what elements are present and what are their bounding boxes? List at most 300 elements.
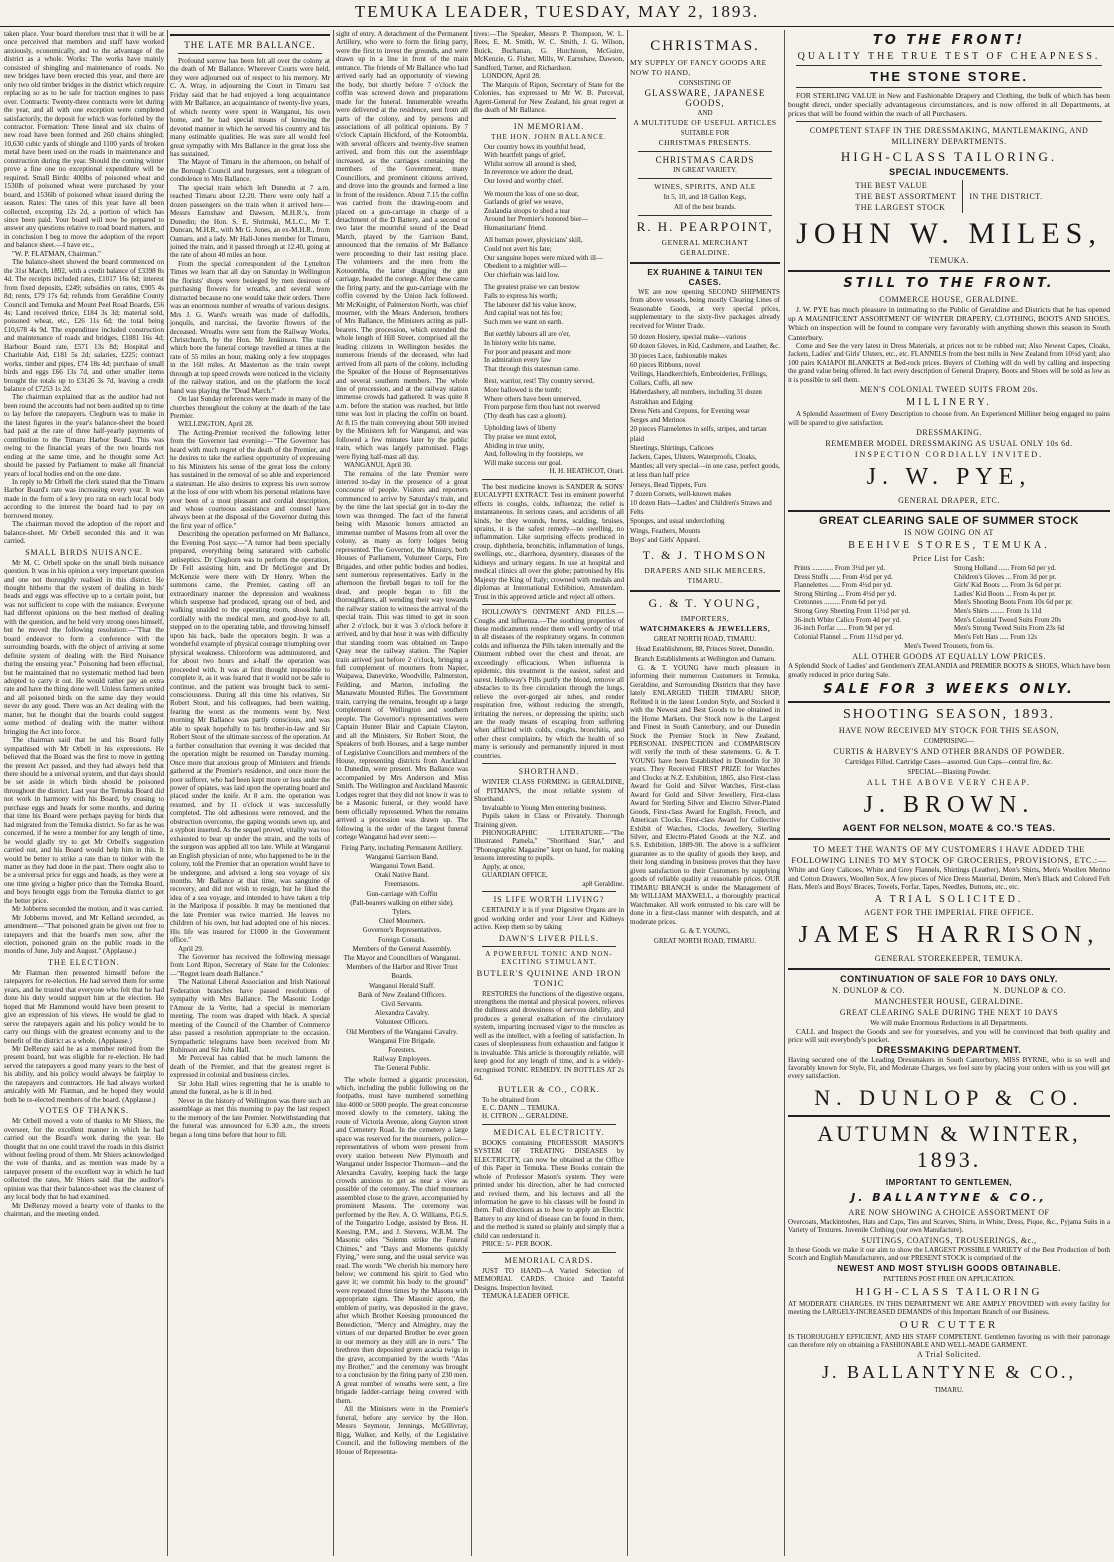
advert-line: COMPRISING— — [923, 737, 975, 746]
poem-line: The greatest praise we can bestow — [484, 283, 580, 292]
divider — [178, 53, 322, 54]
advert-line: CONSISTING OF — [678, 79, 732, 87]
advert-banner: STILL TO THE FRONT. — [843, 276, 1055, 291]
product-name: DAWN'S LIVER PILLS. — [498, 933, 600, 943]
article-paragraph: The chairman moved the adoption of the report and balance-sheet. Mr Orbell seconded this and it was carried. — [4, 520, 164, 546]
merchant-name: T. & J. THOMSON — [642, 547, 768, 562]
advert-line: TIMARU. — [934, 1386, 964, 1395]
article-paragraph: The Governor has received the following message from Lord Ripon, Secretary of State for the Colonies:—"Regret learn death Ballance." — [170, 953, 330, 978]
list-item: THE BEST VALUE — [855, 181, 928, 190]
article-paragraph: Mr DeRenzy said he as a member retired from the present board, but was eligible for re-election. He had served the ratepayers a good many years to the best of his ability, and his policy would always be fairplay to the ratepayers and contractors. He had always worked amicably with Mr Flatman, and he hoped they would both be re-elected members of the board. (Applause.) — [4, 1045, 164, 1104]
list-item: Wanganui Fire Brigade. — [368, 1036, 436, 1045]
advert-paragraph: JUST TO HAND—A Varied Selection of MEMORIAL CARDS. Choice and Tasteful Designs. Inspection Invited. — [474, 1266, 624, 1292]
poem-line: The labourer did his value know, — [484, 300, 577, 309]
article-paragraph: The National Liberal Association and Irish National Federation branches have passed resolutions of sympathy with Mrs Ballance. The Masonic Lodge l'Amour de la Verite, had a special in memoriam meeting. The room was draped with black. A special meeting of the Council of the Chamber of Commerce also passed a resolution appropriate to the occasion. Sympathetic telegrams have been received from Mr Robinson and Sir John Hall. — [170, 978, 330, 1055]
list-item: Wanganui Town Band. — [370, 861, 434, 870]
advert-line: Branch Establishments at Wellington and Oamaru. — [634, 654, 776, 663]
best-block — [788, 180, 1110, 213]
price-item: Strong Shirting ... From 4½d per yd. — [794, 589, 897, 598]
list-item: (Pall-bearers walking on either side). — [350, 898, 454, 907]
merchant-name: N. DUNLOP & CO. — [832, 985, 905, 995]
advert-paragraph: Having secured one of the Leading Dressmakers in South Canterbury, MISS BYRNE, who is so well and favorably known for Style, Fit, and Moderate Charges, we feel sure by placing your orders with us you will get every satisfaction. — [788, 1055, 1110, 1081]
poem-line: But earthly labours all are o'er, — [484, 330, 571, 339]
divider — [482, 479, 616, 480]
advert-heading: Price List for Cash: — [912, 553, 986, 563]
divider — [638, 215, 772, 216]
procession-order — [336, 844, 468, 1074]
divider — [482, 891, 616, 892]
dateline: April 29. — [178, 944, 204, 953]
list-item: 60 dozen Gloves, in Kid, Cashmere, and Leather, &c. — [630, 342, 780, 351]
store-name: THE STONE STORE. — [870, 69, 1028, 84]
divider — [788, 838, 1110, 840]
list-item: THE LARGEST STOCK — [855, 203, 946, 212]
advert-line: IN THE DISTRICT. — [969, 192, 1043, 201]
advert-line: Invaluable to Young Men entering business. — [482, 803, 607, 812]
article-paragraph: The whole formed a gigantic procession, which, including the public following on the footpaths, must have numbered something like 4000 or 5000 people. The great concourse moved slowly to the cemetery, taking the route of Victoria Avenue, along Guyton street and Cemetery Road. In the cemetery a large space was reserved for the mourners, police—representatives of whom were present from every station between New Plymouth and Wanganui under Inspector Thomson—and the Alexandra Cavalry, keeping back the large crowds anxious to get as near a view as possible of the ceremony. The chief mourners assembled close to the grave, accompanied by prominent Masons. The ceremony was performed by the Rev. A. O. Williams, P.G.S. of the Tongariro Lodge, assisted by Bros. H. Keesing, P.M., and J. Stevens, W.R.M. The Masonic odes "Solemn strike the Funeral Chimes," and "Days and Moments quickly Flying," were sung, and the usual service was read. The words "We cherish his memory here below; we commend his spirit to God who gave it; we commit his body to the ground" were repeated three times by the Masons with appropriate signs. The Masonic apron, the emblem of purity, was deposited in the grave, after which Brother Keesing pronounced the Benediction, "Mercy and Almighty, may the virtues of our departed Brother be ever green in our memory as they still are in ours." The brethren then deposited green acacia twigs in the grave, accompanied by the words "Alas my Brother," and the ceremony was brought to a conclusion by the firing party of 230 men. A great number of wreaths were sent, a fire brigade ladder-carriage being covered with them. — [336, 1075, 468, 1405]
advert-line: DRAPERS AND SILK MERCERS, — [644, 565, 766, 575]
article-paragraph: Profound sorrow has been felt all over the colony at the death of Mr Ballance. Wherever Courts were held, they were adjourned out of respect to his memory. Mr C. A. Wray, in adjourning the Court in Timaru last Friday said that he had enjoyed a long acquaintance with Mr Ballance, an acquaintance of twenty-five years, of which twenty were spent in Wanganui, his own home, and he had special means of knowing the devoted manner in which he served his country and his many estimable qualities. He was sure all would feel great sympathy with Mrs Ballance in the great loss she has sustained. — [170, 57, 330, 158]
list-item: Sheetings, Shirtings, Calicoes — [630, 443, 714, 452]
column-rule — [627, 30, 628, 1556]
advert-paragraph: BOOKS containing PROFESSOR MASON'S SYSTEM OF TREATING DISEASES by ELECTRICITY, can now be obtained at the Office of this Paper in Temuka. These Books contain the whole of Professor Mason's system. They were printed under his direction, after he had corrected and revised them, and his lectures and all the information he gave to his classes will be found in them. Full directions as to how to apply an Electric Battery to any kind of disease can be found in them, and the method is stated so plainly and simply that a child can understand it. — [474, 1138, 624, 1240]
advert-line: In 5, 10, and 18 Gallon Kegs, — [663, 193, 747, 201]
list-item: Members of the Harbor and River Trust Boards. — [346, 963, 458, 981]
memoriam-poem — [474, 143, 624, 468]
divider — [796, 65, 1102, 66]
column-rule — [784, 30, 785, 1556]
poem-line: We mourn the loss of one so dear, — [484, 189, 579, 198]
advert-line: Men's Tweed Trousers, from 6s. — [904, 642, 994, 651]
advert-heading: SHOOTING SEASON, 1893. — [842, 707, 1055, 723]
price-item: Men's Felt Hats ..... From 12s — [954, 632, 1037, 641]
price-item: Strong Grey Sheeting From 11½d per yd. — [794, 606, 911, 615]
advert-line: ALL OTHER GOODS AT EQUALLY LOW PRICES. — [852, 652, 1046, 662]
advert-line: WATCHMAKERS & JEWELLERS, — [639, 623, 771, 633]
advert-banner: SALE FOR 3 WEEKS ONLY. — [823, 682, 1075, 698]
advert-line: AND — [697, 109, 713, 117]
advert-line: CURTIS & HARVEY'S AND OTHER BRANDS OF POWDER. — [833, 747, 1065, 757]
advert-line: GLASSWARE, JAPANESE GOODS, — [644, 88, 766, 108]
divider — [796, 121, 1102, 122]
advert-paragraph: CERTAINLY it is if your Digestive Organs are in good working order and your Liver and Kidneys active. Keep them so by taking — [474, 906, 624, 932]
article-paragraph: taken place. Your board therefore trust that it will be at once perceived that members and staff have worked anxiously, economically, and to the advantage of the district as a whole. Works: The works have mainly consisted of shingling and maintenance of roads. No new bridges have been erected this year, and there are only two old timber bridges in the district which require replacing so as to be safe for traction engines to pass over. Contracts: Twenty-three contracts were let during the year, and all with one exception were completed satisfactorily, the deposit for which was forfeited by the contractor. Formation: Three lineal and six chains of new road have been formed and 260 chains shingled; 10,630 cubic yards of shingle and 1100 yards of broken metal have been used on the roads in maintenance and construction during the year. Should the coming winter prove a fine one no exceptional expenditure will be required. Small Birds: 400lbs of poisoned wheat and 1530lb of poisoned wheat were purchased by your board, and 1536lb of poisoned wheat issued during the season. Rates: The rates of this year have all been collected, excepting 12s 2d, a portion of which has since been paid. Your board will now be prepared to answer any questions relative to road board matters, and in conclusion I beg to move the adoption of the report and balance sheet.—I have etc., — [4, 30, 164, 250]
article-paragraph: Describing the operation performed on Mr Ballance, the Evening Post says:—"A tumor had been specially prepared, everything being saturated with carbolic antiseptics. Dr Cleghorn was to perform the operation, Dr Fell assisting him, and Dr McGregor and Dr McKenzie were there with Dr Henry. When the summons came, the Premier, casting off an extraordinary manner the depression and weakness which suspense had produced, sprang out of bed, and walking unaided to the operating room, shook hands cordially with the medical men, and good-bye to all, stepped on to the operating table, and throwing himself upon his back, bade the operators begin. It was a wonderful example of physical courage triumphing over physical weakness. Chloroform was administered, and for about two hours and a-half the operation was proceeded with. It was at first thought impossible to complete it, as it was feared that it would not be safe to continue, and the patient was brought back to semi-consciousness. During all this time his relatives, Sir Robert Stout, and his colleagues, had been waiting, fearing the worst as the moments went by. Next morning Mr Ballance was partly conscious, and was able to speak hopefully to his brother-in-law and Sir Robert Stout of the ultimate success of the operation. At a further consultation that evening it was decided that the operation might be resumed on Tuesday morning. Once more that anxious group of Ministers and friends gathered at the Premier's residence, and once more the poor sufferer, who had been kept more or less under the power of opiates, was laid upon the operating board and placed under the knife. At 8 a.m. the operation was resumed, and by 11 o'clock it was successfully completed. The old adhesions were removed, and the obstruction overcome, the gaping wounds sewn up, and a syphon inserted. As the sequel proved, vitality was too exhausted to bear up under the strain, and the toils of the surgeon was applied all too late. While at Wanganui an English physician of note, who happened to be in the colony, told the Premier that an operation would have to be undergone, and advised a long sea voyage of six months. Mr Ballance at that time, was sanguine of recovery, and did not wish to resign, but he liked the idea of a sea voyage, and intended to have taken a trip in the Mariposa if possible. It may be mentioned that the late Premier was twice married. He leaves no children of his own, but had adopted one of his nieces. His life was insured for £1000 in the Government office." — [170, 530, 330, 945]
divider — [638, 151, 772, 152]
section-heading: MEMORIAL CARDS. — [504, 1255, 594, 1265]
merchant-name: G. & T. YOUNG, — [648, 595, 762, 610]
advert-banner: TO THE FRONT! — [872, 33, 1026, 48]
advert-line: NEWEST AND MOST STYLISH GOODS OBTAINABLE. — [837, 1263, 1061, 1273]
advert-line: MEN'S COLONIAL TWEED SUITS FROM 20s. — [859, 385, 1039, 395]
advert-line: CHRISTMAS PRESENTS. — [658, 138, 752, 147]
advert-line: A TRIAL SOLICITED. — [874, 893, 1024, 905]
advert-line: ARE NOW SHOWING A CHOICE ASSORTMENT OF — [848, 1207, 1050, 1217]
advert-line: A MULTITUDE OF USEFUL ARTICLES — [633, 118, 777, 127]
advert-line: PATTERNS POST FREE ON APPLICATION. — [883, 1274, 1015, 1283]
column-adverts — [630, 30, 780, 1558]
merchant-name: R. H. PEARPOINT, — [636, 219, 774, 234]
column-drapers-adverts — [788, 30, 1110, 1558]
merchant-name: JOHN W. MILES, — [796, 217, 1102, 250]
advert-paragraph: The best medicine known is SANDER & SONS' EUCALYPTI EXTRACT. Test its eminent powerful effects in coughs, colds, influenza; the relief is instantaneous. In serious cases, and accidents of all kinds, be they wounds, burns, scalding, bruises, sprains, it is the safest remedy—no swelling, no inflammation. Like surprising effects produced in croup, diphtheria, bronchitis, inflammation of lungs, swellings, etc., diarrhoea, dysentery, diseases of the kidneys and urinary organs. In use at hospital and medical clinics all over the globe; patronised by His Majesty the King of Italy; crowned with medals and diplomas at International Exhibition, Amsterdam. Trust in this approved article and reject all others. — [474, 482, 624, 601]
list-item: Freemasons. — [384, 880, 420, 889]
article-paragraph: Mr DeRenzy moved a hearty vote of thanks to the chairman, and the meeting ended. — [4, 1201, 164, 1219]
poem-line: Thy praise we must extol, — [484, 432, 557, 441]
price-list-left — [794, 564, 944, 641]
list-item: Volunteer Officers. — [375, 1018, 429, 1027]
merchant-name: J. BROWN. — [863, 792, 1035, 819]
ballantyne-advert — [788, 1121, 1110, 1396]
article-paragraph: Mr Jobberns seconded the motion, and it was carried. — [12, 905, 164, 914]
advert-heading: GREAT CLEARING SALE OF SUMMER STOCK — [819, 514, 1079, 527]
list-item: 20 pieces Flannelettes in selfs, stripes, and tartan plaid — [630, 425, 767, 443]
column-memoriam-and-ads — [474, 30, 624, 1558]
article-paragraph: tives:—The Speaker, Messrs P. Thompson, W. L. Rees, E. M. Smith, W. C. Smith, J. G. Wilson, Buick, Buchanan, G. Hutchison, McGuire, McKenzie, G. Fisher, Mills, W. Earnshaw, Dawson, Sandford, Turner, and Richardson. — [474, 30, 624, 72]
dateline: WANGANUI, April 30. — [344, 461, 412, 470]
best-list — [855, 180, 963, 213]
section-heading: THE ELECTION. — [48, 957, 120, 967]
poem-line: Rest, warrior, rest! Thy country served, — [484, 377, 595, 386]
advert-paragraph: White and Grey Calicoes, White and Grey Flannels, Shirtings (Leather), Men's Shirts, Men's Woollen Merino and Cotton Drawers, Woollen Sox, A few pieces of Nice Dress Material, Denim, Men's Black and Colored Felt Hats, Men's and Boys' Braces, Towels, Forfar, Tapes, Needles, Buttons, etc., etc. — [788, 866, 1110, 892]
article-paragraph: Sir John Hall wires regretting that he is unable to attend the funeral, as he is ill in bed. — [170, 1079, 330, 1097]
article-paragraph: In reply to Mr Orbell the clerk stated that the Timaru Harbor Board's rate was increasing every year. It was made in the form of a levy pro rata on each local body according to the interest the board had to pay on borrowed money. — [4, 478, 164, 520]
advert-line: We will make Enormous Reductions in all Departments. — [870, 1018, 1028, 1027]
divider — [482, 946, 616, 947]
section-heading: MEDICAL ELECTRICITY. — [493, 1127, 605, 1137]
price-item: Girls' Kid Boots .... From 3s 6d per pr. — [954, 581, 1062, 590]
article-paragraph: The Acting-Premier received the following letter from the Governor last evening:—"The Governor has heard with much regret of the death of the Premier, and he desires to take the earliest opportunity of expressing to his Ministers his sense of the great loss the colony has sustained in the removal of so able and experienced a statesman. He also desires to express his own sorrow at the loss of one with whom his personal relations have ever been of a most pleasant and cordial description, and whose courteous assistance and counsel have always been at the disposal of the Governor during this the first year of office." — [170, 428, 330, 530]
advert-line: SUITINGS, COATINGS, TROUSERINGS, &c., — [861, 1235, 1037, 1245]
poem-line: Our loved and worthy chief. — [484, 176, 564, 185]
list-item: Alexandra Cavalry. — [374, 1009, 430, 1018]
price-list — [788, 564, 1110, 641]
merchant-name: N. DUNLOP & CO. — [993, 985, 1066, 995]
article-paragraph: sight of entry. A detachment of the Permanent Artillery, who were to form the firing party, were the first to invest the grounds, and were drawn up in a line in front of the main entrance. The friends of Mr Ballance who had arrived early had an opportunity of viewing the body, but shortly before 7 o'clock the coffin was screwed down and preparations made for the funeral. Innumerable wreaths were delivered at the residence, sent from all parts of the colony, and by persons and associations of all political opinions. By 7 o'clock Captain Hickford, of the Kotoombla, with several officers and twenty-five seamen arrived, and from this out the assemblage increased, as the carriages containing the members of the Government, many Councillors, and prominent citizens arrived, and drove into the grounds and formed a line in front of the residence. About 7.15 the coffin was carried from the drawing-room and placed on a gun-carriage in charge of a detachment of the D Battery, and a second or two later the mournful sound of the Dead March, played by the Garrison Band, announced that the remains of Mr Ballance were proceeding to their last resting place. The volunteers and the men from the Kotoombla, the latter dragging the gun carriage, headed the cortege. After these came the firing party, and the gun-carriage with the coffin covered by the Union Jack followed. Mr McKnight, of Palmerston North, was chief mourner, with the Mears Anderson, brothers of Mrs Ballance, the Ministers acting as pall-bearers. The procession, which extended the whole length of Hill Street, comprised all the leading citizens in Wellington besides the numerous friends of the deceased, who had arrived from all parts of the colony, including the Speaker of the House of Representatives and several southern members. The whole line of procession, and at the railway station immense crowds had gathered. It was quite 8 a.m. before the station was reached, but little time was lost in placing the coffin on board. At 8.15 the train conveying about 500 invited by the Ministers left for Wanganui, and was followed a few minutes later by the public train, which was largely patronised. Flags were flying half-mast all day. — [336, 30, 468, 461]
advert-line: GENERAL DRAPER, ETC. — [898, 495, 1000, 505]
divider — [788, 510, 1110, 512]
divider — [170, 34, 330, 36]
product-name: BUTLER'S QUININE AND IRON TONIC — [476, 967, 622, 988]
list-item: Haberdashery, all numbers, including 31 dozen Astrakhan and Edging — [630, 388, 762, 406]
section-heading: A POWERFUL TONIC AND NON-EXCITING STIMULANT. — [485, 949, 613, 966]
list-item: Wanganui Garrison Band. — [365, 852, 439, 861]
advert-line: Pupils taken in Class or Privately. Thorough Training given. — [474, 812, 624, 829]
advert-paragraph: A Splendid Assortment of Every Description to choose from. An Experienced Milliner being engaged no pains will be spared to give satisfaction. — [788, 410, 1110, 427]
poem-line: For poor and peasant and more — [484, 347, 571, 356]
list-item: Otaki Native Band. — [374, 871, 430, 880]
poem-line: In admiration every law — [484, 356, 552, 365]
advert-heading: CHRISTMAS. — [650, 38, 760, 54]
advert-line: TEMUKA LEADER OFFICE. — [482, 1292, 570, 1301]
advert-line: GREAT NORTH ROAD, TIMARU. — [653, 634, 757, 643]
price-item: Cretonnes ......... From 6d per yd. — [794, 598, 887, 607]
poem-line: Where others have been unnerved, — [484, 394, 581, 403]
dunlop-advert — [788, 974, 1110, 1111]
poem-line: And, following in thy footsteps, we — [484, 450, 584, 459]
list-item: Chief Mourners. — [378, 917, 426, 926]
price-item: Children's Gloves ... From 3d per pr. — [954, 572, 1057, 581]
advert-line: A Trial Solicited. — [917, 1350, 981, 1360]
advert-line: REMEMBER MODEL DRESSMAKING AS USUAL ONLY 10s 6d. — [825, 438, 1073, 448]
article-paragraph: Mr Perceval has cabled that he much laments the death of the Premier, and that the greatest regret is expressed in colonial and business circles. — [170, 1054, 330, 1080]
section-heading: SMALL BIRDS NUISANCE. — [25, 547, 143, 557]
advert-paragraph: WE are now opening SECOND SHIPMENTS from above vessels, being mostly Clearing Lines of Seasonable Goods, at very special prices, supplementary to the sixty-five packages already received for Winter Trade. — [630, 288, 780, 330]
column-funeral — [336, 30, 468, 1558]
article-paragraph: On last Sunday references were made in many of the churches throughout the colony at the death of the late Premier. — [170, 395, 330, 421]
divider — [482, 1252, 616, 1253]
advert-paragraph: Come and See the very latest in Dress Materials, at prices not to be rubbed out; Also Newest Capes, Cloaks, Jackets, Ladies' and Girls' Ulsters, etc., etc. FLANNELS from the best mills in New Zealand from 10½d yard; also 100 pairs KAIAPOI BLANKETS at Bed-rock prices. Buyers of Clothing will do well by calling and inspecting the grand value being offered. In fact every description of General Drapery, Boots and Shoes will be sold as low as it is possible to sell them. — [788, 341, 1110, 384]
advert-heading: HIGH-CLASS TAILORING — [855, 1285, 1043, 1298]
poem-line: Humanitarians' friend. — [484, 223, 547, 232]
advert-line: AGENT FOR THE IMPERIAL FIRE OFFICE. — [864, 907, 1034, 917]
advert-line: ALL THE ABOVE VERY CHEAP. — [866, 778, 1031, 788]
divider — [788, 701, 1110, 703]
list-item: Sponges, and usual underclothing — [630, 517, 725, 526]
advert-heading: EX RUAHINE & TAINUI TEN CASES. — [647, 268, 763, 287]
list-item: Foreign Consuls. — [378, 935, 426, 944]
poem-signature: H. H. HEATHCOT, Orari. — [549, 467, 624, 476]
dunlop-names — [788, 985, 1110, 996]
advert-line: GREAT CLEARING SALE DURING THE NEXT 10 DAYS — [839, 1007, 1059, 1017]
advert-paragraph: A Splendid Stock of Ladies' and Gentlemen's ZEALANDIA and PREMIER BOOTS & SHOES, Which have been greatly reduced in price during Sale. — [788, 662, 1110, 679]
article-paragraph: Mr Jobberns moved, and Mr Kelland seconded, as amendment—"That poisoned grain be given out free to ratepayers and that the board's men sow, after the election, poisoned grain on the public roads in the months of June, July and August." (Applause.) — [4, 913, 164, 956]
advert-line: H. CITRON ... GERALDINE. — [482, 1112, 569, 1121]
pearpoint-advert — [630, 38, 780, 258]
price-item: 36-inch White Calico From 4d per yd. — [794, 615, 901, 624]
advert-heading: TO MEET THE WANTS OF MY CUSTOMERS I HAVE ADDED THE FOLLOWING LINES TO MY STOCK OF GROCERIES, PROVISIONS, ETC.:— — [791, 844, 1107, 866]
list-item: Civil Servants. — [381, 999, 423, 1008]
list-item: Boys' and Girls' Apparel. — [630, 535, 701, 544]
advert-line: HAVE NOW RECEIVED MY STOCK FOR THIS SEASON, — [838, 726, 1060, 736]
poem-line: Such men we want on earth. — [484, 317, 564, 326]
poem-line: (Thy death has cast a gloom). — [484, 411, 567, 420]
advert-paragraph: WINTER CLASS FORMING in GERALDINE, of PITMAN'S, the most reliable system of Shorthand. — [474, 778, 624, 804]
poem-line: More hallowed is the tomb; — [484, 385, 562, 394]
divider — [630, 262, 780, 264]
poem-line: Obedient to a mightier will— — [484, 262, 567, 271]
advert-paragraph: HOLLOWAY'S OINTMENT AND PILLS.—Coughs and influenza.—The soothing properties of these medicaments render them well worthy of trial in all diseases of the respiratory organs. In common colds and influenza the Pills taken internally and the Ointment rubbed over the chest and throat, are exceedingly efficacious. When influenza is epidemic, this treatment is the easiest, safest and surest. Holloway's Pills purify the blood, remove all obstacles to its free circulation through the lungs, relieve the over-gorged air tubes, and render respiration free, without reducing the strength, irritating the nerves, or depressing the spirits; such are the ready means of escaping from suffering when afflicted with colds, coughs, bronchitis, and other chest complaints, by which the health of so many is seriously and permanently injured in most countries. — [474, 608, 624, 760]
list-item: Firing Party, including Permanent Artillery. — [341, 843, 463, 852]
poem-line: Abiding in true unity, — [484, 441, 545, 450]
article-paragraph: The Marquis of Ripon, Secretary of State for the Colonies, has expressed to Mr W. B. Perceval, Agent-General for New Zealand, his great regret at the death of Mr Ballance. — [474, 80, 624, 115]
advert-line: GENERAL MERCHANT — [661, 238, 749, 247]
advert-heading: DRESSMAKING. — [916, 427, 982, 437]
section-subheading: THE HON. JOHN BALLANCE. — [491, 132, 607, 141]
list-item: 30 pieces Lace, fashionable makes — [630, 351, 727, 360]
advert-line: WINES, SPIRITS, AND ALE — [654, 182, 756, 191]
section-heading: IN MEMORIAM. — [513, 121, 585, 131]
signature: "W. P. FLATMAN, Chairman." — [12, 249, 101, 258]
advert-paragraph: IS THOROUGHLY EFFICIENT, AND HIS STAFF COMPETENT. Gentlemen favoring us with their patronage can therefore rely on obtaining a FASHIONABLE AND WELL-MADE GARMENT. — [788, 1332, 1110, 1350]
advert-line: TIMARU. — [687, 575, 723, 585]
price-item: Prints ............ From 3½d per yd. — [794, 563, 886, 572]
poem-line: Our sanguine hopes were mixed with ill— — [484, 253, 603, 262]
poem-line: Whilst sorrow all around is shed, — [484, 159, 577, 168]
miles-advert — [788, 33, 1110, 266]
advert-line: Cartridges Filled. Cartridge Cases—assorted. Gun Caps—central fire, &c. — [845, 758, 1053, 767]
article-paragraph: The remains of the late Premier were interred to-day in the presence of a great concourse of people. Visitors and reporters commenced to arrive by Saturday's train, and by the time the last special got in to-day the town was thronged. The fact of the funeral being with Masonic honors attracted an immense number of Masons from all over the colony, as many as forty lodges being represented. The Governor, the Ministry, both Houses of Parliament, Volunteer Corps, Fire Brigades, and other public bodies and bodies, sent numerous representatives. Early in the afternoon the fireball began to toll for the dead, and people began to fill the thoroughfares, all wending their way towards the railway station to witness the arrival of the special train. This was timed to get in soon after 2 o'clock, but it was 3 o'clock before it arrived, and by that hour it was with difficulty that standing room was obtained on Taupo Quay near the railway station. The Napier train arrived just before 2 o'clock, bringing a full complement of mourners from Napier, Waipawa, Danevirke, Woodville, Palmerston, Feilding, and Marton, including the Manawatu Mounted Rifles. The Government train, carrying the remains, brought up a large complement of Wellington and southern people. The Governor's representatives were Captain Hunter Blair and Captain Clayton, and all the Ministers, Sir Robert Stout, the Speakers of both Houses, and a large number of Legislative Councillors and members of the House, representing districts from Auckland to Dunedin, were present. Mrs Ballance was accompanied by Mrs Anderson and Miss Smith. The Wellington and Auckland Masonic Lodges regret that they did not know it was to be a Masonic funeral, or they would have been officially represented. When the remains arrived a procession was drawn up. The following is the order of the largest funeral cortege Wanganui had ever seen:— — [336, 469, 468, 842]
advert-line: GENERAL STOREKEEPER, TEMUKA. — [874, 953, 1024, 963]
poem-line: Upholding laws of liberty — [484, 424, 557, 433]
list-item: Tylers. — [392, 907, 412, 916]
poem-line: From purpose firm thou hast not swerved — [484, 403, 600, 412]
article-title: THE LATE MR BALLANCE. — [184, 40, 316, 50]
list-item: The Mayor and Councillors of Wanganui. — [343, 953, 461, 962]
article-paragraph: The chairman explained that as the auditor had not been round the accounts had not been audited up to time to lay before the ratepayers. Clegburn was to make in the latest figures in the year's balance-sheet the board had paid at the rate of three half-yearly payments of contribution to the Timaru Harbor Board. This was owing to the financial years of the two boards not ending at the same time, and he thought some Act should be passed by Parliament to make all financial years of local bodies end on the one date. — [4, 393, 164, 478]
advert-line: PRICE: 5/- PER BOOK. — [482, 1240, 553, 1249]
price-list-right — [954, 564, 1104, 641]
advert-line: MY SUPPLY OF FANCY GOODS ARE NOW TO HAND, — [630, 58, 767, 77]
advert-line: INSPECTION CORDIALLY INVITED. — [854, 449, 1044, 459]
poem-line: That through this statesman came. — [484, 364, 580, 373]
advert-line: TEMUKA. — [929, 256, 969, 265]
advert-line: Apply, at once, — [482, 862, 525, 871]
section-heading: IS LIFE WORTH LIVING? — [493, 895, 605, 905]
poem-line: Our chieftain was laid low. — [484, 270, 560, 279]
price-item: Men's Shirts ........ From 1s 11d — [954, 606, 1042, 615]
advert-heading: DRESSMAKING DEPARTMENT. — [876, 1044, 1022, 1055]
list-item: Members of the General Assembly. — [352, 944, 452, 953]
list-item: Wanganui Herald Staff. — [369, 981, 435, 990]
list-item: Bank of New Zealand Officers. — [358, 990, 446, 999]
divider — [788, 968, 1110, 970]
article-paragraph: All the Ministers were in the Premier's funeral, before any service by the Hon. Messrs Seymour, Jennings, McGillivray, Rigg, Walker, and Kelly, of the Legislative Council, and the following members of the House of Representa- — [336, 1405, 468, 1456]
advert-line: GUARDIAN OFFICE, — [482, 871, 548, 880]
price-item: Men's Strong Tweed Suits From 23s 6d — [954, 624, 1065, 633]
list-item: Jerseys, Bead Tippets, Furs — [630, 480, 707, 489]
section-heading: SHORTHAND. — [518, 767, 580, 777]
poem-line: In reverence we adore the dead, — [484, 168, 574, 177]
advert-line: SPECIAL INDUCEMENTS. — [889, 167, 1009, 177]
price-item: Men's Colonial Tweed Suits From 20s — [954, 615, 1062, 624]
list-item: The General Public. — [373, 1064, 431, 1073]
article-paragraph: Mr Orbell moved a vote of thanks to Mr Shiers, the overseer, for the excellent manner in which he had carried out the Board's work during the year. He thought that no one could travel the roads in this district without feeling proud of them. Mr Shiers acknowledged the vote of thanks, and as mention was made by a ratepayer present of the excellent way in which he had collected the rates, Mr Shiers said that the auditor's opinion was that their balance-sheet was the cleanest of any local body that he had examined. — [4, 1117, 164, 1202]
divider — [796, 87, 1102, 88]
stock-list — [630, 333, 780, 545]
article-paragraph: Mr Flatman then presented himself before the ratepayers for re-election. He had served them for some years, and he trusted that everyone who felt that he had done his duty would support him at the election. He hoped that Mr Hammond would have been present to give an expression of his views. He would be glad to serve the ratepayers again and his policy would be to carry out things with the greatest economy and to the benefit of the district as a whole. (Applause.) — [4, 968, 164, 1045]
article-paragraph: The chairman said that he and his Board fully sympathised with Mr Orbell in his expressions. He believed that the Board was the first to move in getting the present Act passed, and they had always held that there should be a universal system, and that days should be set aside in which birds should be poisoned throughout the district. Last year the Temuka Board did not work in harmony with his Board, by ceasing to purchase eggs and heads for some months, and during that time his Board were perhaps paying for birds that had migrated from the Temuka district. So far as he was concerned, if he were a member for any length of time, he would gladly try to get Mr Orbell's suggestion carried out, and his Board would help him in this. It would be better to strike a rate than to tinker with the matter as they had done in the past. There ought also to be a universal price for eggs and heads, as they were at one time giving a higher price than the Temuka Board, and boys brought eggs from the Temuka district to get the better price. — [4, 736, 164, 905]
list-item: Jackets, Capes, Ulsters, Waterproofs, Cloaks, Mantles; all very special—in one case, perfect goods, at less than half price — [630, 452, 780, 480]
list-item: Governor's Representatives. — [362, 926, 442, 935]
divider — [482, 1124, 616, 1125]
price-item: Ladies' Kid Boots ... From 4s per pr. — [954, 589, 1056, 598]
list-item: 7 dozen Corsets, well-known makes — [630, 489, 732, 498]
merchant-name: J. BALLANTYNE & CO., — [822, 1362, 1076, 1383]
advert-line: E. C. DANN ... TEMUKA. — [482, 1103, 560, 1112]
advert-line: To be obtained from — [482, 1095, 540, 1104]
list-item: Foresters. — [388, 1045, 416, 1054]
advert-line: CHRISTMAS CARDS — [655, 155, 755, 165]
divider — [482, 763, 616, 764]
poem-line: And capital was not his foe; — [484, 309, 563, 318]
list-item: THE BEST ASSORTMENT — [855, 192, 957, 201]
section-heading: VOTES OF THANKS. — [38, 1106, 130, 1116]
article-paragraph: The special train which left Dunedin at 7 a.m. reached Timaru about 12.20. There were only half a dozen passengers on the train when it arrived here—Messrs Earnshaw and Dawson, M.H.R.'s, from Dunedin; the Hon. S. E. Shrimski, M.L.C., Mr T. Duncan, M.H.R., with Mr G. Jones, an ex-M.H.R., from Oamaru, and a lady. Mr Hall-Jones member for Timaru, joined the train, and it passed through at 12.40, going at the rate of about 40 miles an hour. — [170, 183, 330, 260]
list-item: Veilings, Handkerchiefs, Embroideries, Frillings, Collars, Cuffs, all new — [630, 370, 768, 388]
advert-line: G. & T. YOUNG, — [680, 926, 730, 935]
poem-line: Zealandia stoops to shed a tear — [484, 206, 571, 215]
divider — [788, 1115, 1110, 1117]
column-rule — [333, 30, 334, 1556]
masthead: TEMUKA LEADER, TUESDAY, MAY 2, 1893. — [0, 0, 1114, 27]
list-item: Wings, Feathers, Mounts — [630, 526, 701, 535]
advert-line: MANCHESTER HOUSE, GERALDINE. — [874, 996, 1024, 1006]
harrison-advert — [788, 844, 1110, 963]
advert-line: BUTLER & CO., CORK. — [498, 1084, 600, 1094]
price-item: 36-inch Forfar ...... From 9d per yd. — [794, 624, 894, 633]
advert-line: HIGH-CLASS TAILORING. — [840, 149, 1058, 164]
pye-advert — [788, 276, 1110, 506]
divider — [630, 590, 780, 592]
divider — [788, 270, 1110, 272]
poem-line: Will make success our goal. — [484, 458, 563, 467]
advert-line: All of the best brands. — [673, 203, 736, 211]
advert-line: IN GREAT VARIETY. — [673, 166, 737, 174]
advert-line: GREAT NORTH ROAD, TIMARU. — [653, 936, 757, 945]
list-item: Old Members of the Wanganui Cavalry. — [346, 1027, 458, 1036]
advert-paragraph: J. W. PYE has much pleasure in intimating to the Public of Geraldine and Districts that he has opened up A MAGNIFICENT ASSORTMENT OF WINTER DRAPERY, CLOTHING, BOOTS AND SHOES, Which on inspection will be found to compare very favorably with anything shown this season in South Canterbury. — [788, 305, 1110, 342]
merchant-banner: J. BALLANTYNE & CO., — [851, 1190, 1047, 1204]
column-rule — [167, 30, 168, 1556]
article-paragraph: Never in the history of Wellington was there such an assemblage as met this morning to pay the last respect to the memory of the late Premier. Notwithstanding that the funeral was announced for 6.30 a.m., the streets began a long time before that hour to fill. — [170, 1096, 330, 1139]
advert-line: COMMERCE HOUSE, GERALDINE. — [879, 295, 1019, 304]
advert-line: IMPORTANT TO GENTLEMEN, — [885, 1177, 1013, 1187]
advert-heading: AUTUMN & WINTER, 1893. — [817, 1120, 1081, 1172]
column-rule — [471, 30, 472, 1556]
list-item: Railway Employees. — [373, 1055, 431, 1064]
dateline: WELLINGTON, April 28. — [178, 420, 254, 429]
divider — [482, 604, 616, 605]
young-advert — [630, 596, 780, 946]
price-item: Strong Holland ...... From 6d per yd. — [954, 563, 1057, 572]
poem-line: All human power, physicians' skill, — [484, 236, 583, 245]
article-paragraph: Mr M. C. Orbell spoke on the small birds nuisance question. It was in his opinion a very important question and one not thoroughly realised in this district. He thought hitherto that the system of dealing in birds' heads and eggs was effective up to a certain point, but was not sufficient to cope with the nuisance. Everyone had different opinions on the best method of dealing with the question, and he held very strong ones himself, but he moved the following resolution:—"That the board endeavor to form a conference with the surrounding boards, with the object of arriving at some definite system of dealing with the Bird Nuisance during the ensuing year." Poisoning had been effectual, but he maintained that no systematic method had been adopted to carry it out. He would rather pay an extra rate and have the thing done well. Unless farmers united and all poisoned birds on the same day they would never do any good. There was an Act dealing with the matter, but he thought that the boards could suggest some method of dealing with the matter without bringing the Act into force. — [4, 558, 164, 736]
poem-line: Falls to express his worth; — [484, 292, 558, 301]
poem-line: Around her Premier's honored bier— — [484, 215, 589, 224]
advert-paragraph: RESTORES the functions of the digestive organs, strengthens the mental and physical powers, relieves the dullness and drowsiness of nervous debility, and produces a general exaltation of the circulatory system, imparting increased vigor to the muscles as well as the intellect, with a feeling of satisfaction. In cases of sleeplessness from exhaustion and fatigue it is invaluable. This article is thoroughly reliable, will keep good for any length of time, and is a widely-recognised TONIC REMEDY. IN BOTTLES AT 2s 6d. — [474, 989, 624, 1083]
merchant-name: JAMES HARRISON, — [798, 921, 1100, 948]
price-item: Men's Shooting Boots From 10s 6d per pr. — [954, 598, 1073, 607]
advert-line: SUITABLE FOR — [680, 129, 730, 137]
list-item: 50 dozen Hosiery, special make—various — [630, 333, 747, 342]
article-paragraph: The balance-sheet showed the board commenced on the 31st March, 1892, with a credit balance of £3398 8s 4d. The receipts included rates, £1017 16s 6d; interest from fixed deposits, £249; subsidies on rates, £905 4s 8d; rents, £79 17s 6d; refunds from Geraldine County Council and Temuka and Mount Peel Road Boards, £56 4s; Land received thrice, £184 3s 3d; material sold, poisoned wheat, etc., £26 11s 6d; the total being £10,678 4s 9d. The expenditure included construction and maintenance of roads and bridges, £1881 16s 4d; Harbour Board rate, £571 13s 8d; Hospital and Charitable Aid, £181 5s 2d; salaries, £225; contract works, timber and pipes, £74 18s 4d; purchase of small birds and eggs £66 13s 7d, and other smaller items brought the totals up to £3126 3s 7d, leaving a credit balance of £7253 1s 2d. — [4, 258, 164, 394]
price-item: Dress Stuffs ...... From 4½d per yd. — [794, 572, 893, 581]
list-item: Gun-carriage with Coffin — [366, 889, 438, 898]
advert-paragraph: AT MODERATE CHARGES. IN THIS DEPARTMENT WE ARE AMPLY PROVIDED with every facility for meeting the LARGELY-INCREASED DEMANDS of this Important Branch of our Business. — [788, 1299, 1110, 1317]
merchant-name: J. W. PYE, — [866, 463, 1032, 490]
advert-line: SPECIAL—Blasting Powder. — [907, 768, 991, 777]
list-item: Serges and Merinos — [630, 416, 686, 425]
column-road-board-report — [4, 30, 164, 1558]
poem-line: Our country bows its youthful head, — [484, 142, 586, 151]
advert-paragraph: PHONOGRAPHIC LITERATURE—"The Illustrated Pamela," "Shorthand Star," and "Phonographic Magazine" kept on hand, for making lessons interesting to pupils. — [474, 828, 624, 863]
dateline: LONDON, April 28. — [482, 72, 541, 81]
advert-paragraph: In these Goods we make it our aim to show the LARGEST POSSIBLE VARIETY of the Best Production of both Scotch and English Manufacturers, and our PRESENT STOCK is comprised of the — [788, 1245, 1110, 1263]
article-paragraph: The Mayor of Timaru in the afternoon, on behalf of the Borough Council and burgesses, sent a telegram of condolence to Mrs Ballance. — [170, 158, 330, 184]
brown-advert — [788, 707, 1110, 834]
list-item: Dress Nets and Crepons, for Evening wear — [630, 406, 750, 415]
article-paragraph: From the special correspondent of the Lyttelton Times we learn that all day on Saturday in Wellington the florists' shops were besieged by men desirous of purchasing flowers for wreaths, and several were distracted because no one would take their orders. There was an enormous number of wreaths of various designs. Mrs J. G. Ward's wreath was made of daffodils, jonquils, and narcissi, the favorite flowers of the deceased. Wreaths were sent from the Railway Works, Christchurch, by the Hon. Mr Jenkinson. The train which bore the funeral cortege travelled at times at the rate of 55 miles an hour, making only a few stoppages in the 160 miles. At Masterton as the train swept through at top speed crowds were noticed in the vicinity of the railway station, and on the platform the local band was playing the "Dead March." — [170, 259, 330, 395]
advert-paragraph: Overcoats, Mackintoshes, Hats and Caps, Ties and Scarves, Shirts, in White, Dress, Pique, &c., Pyjama Suits in a Variety of Textures. Juvenile Clothing (our own Manufacture). — [788, 1217, 1110, 1235]
store-name: BEEHIVE STORES, TEMUKA. — [848, 539, 1050, 551]
divider — [482, 118, 616, 119]
merchant-name: N. DUNLOP & CO. — [814, 1084, 1084, 1110]
poem-line: Could not avert his fate; — [484, 245, 552, 254]
advert-line: IS NOW GOING ON AT — [904, 527, 994, 537]
poem-line: Garlands of grief we weave, — [484, 198, 564, 207]
thomson-advert — [630, 268, 780, 586]
